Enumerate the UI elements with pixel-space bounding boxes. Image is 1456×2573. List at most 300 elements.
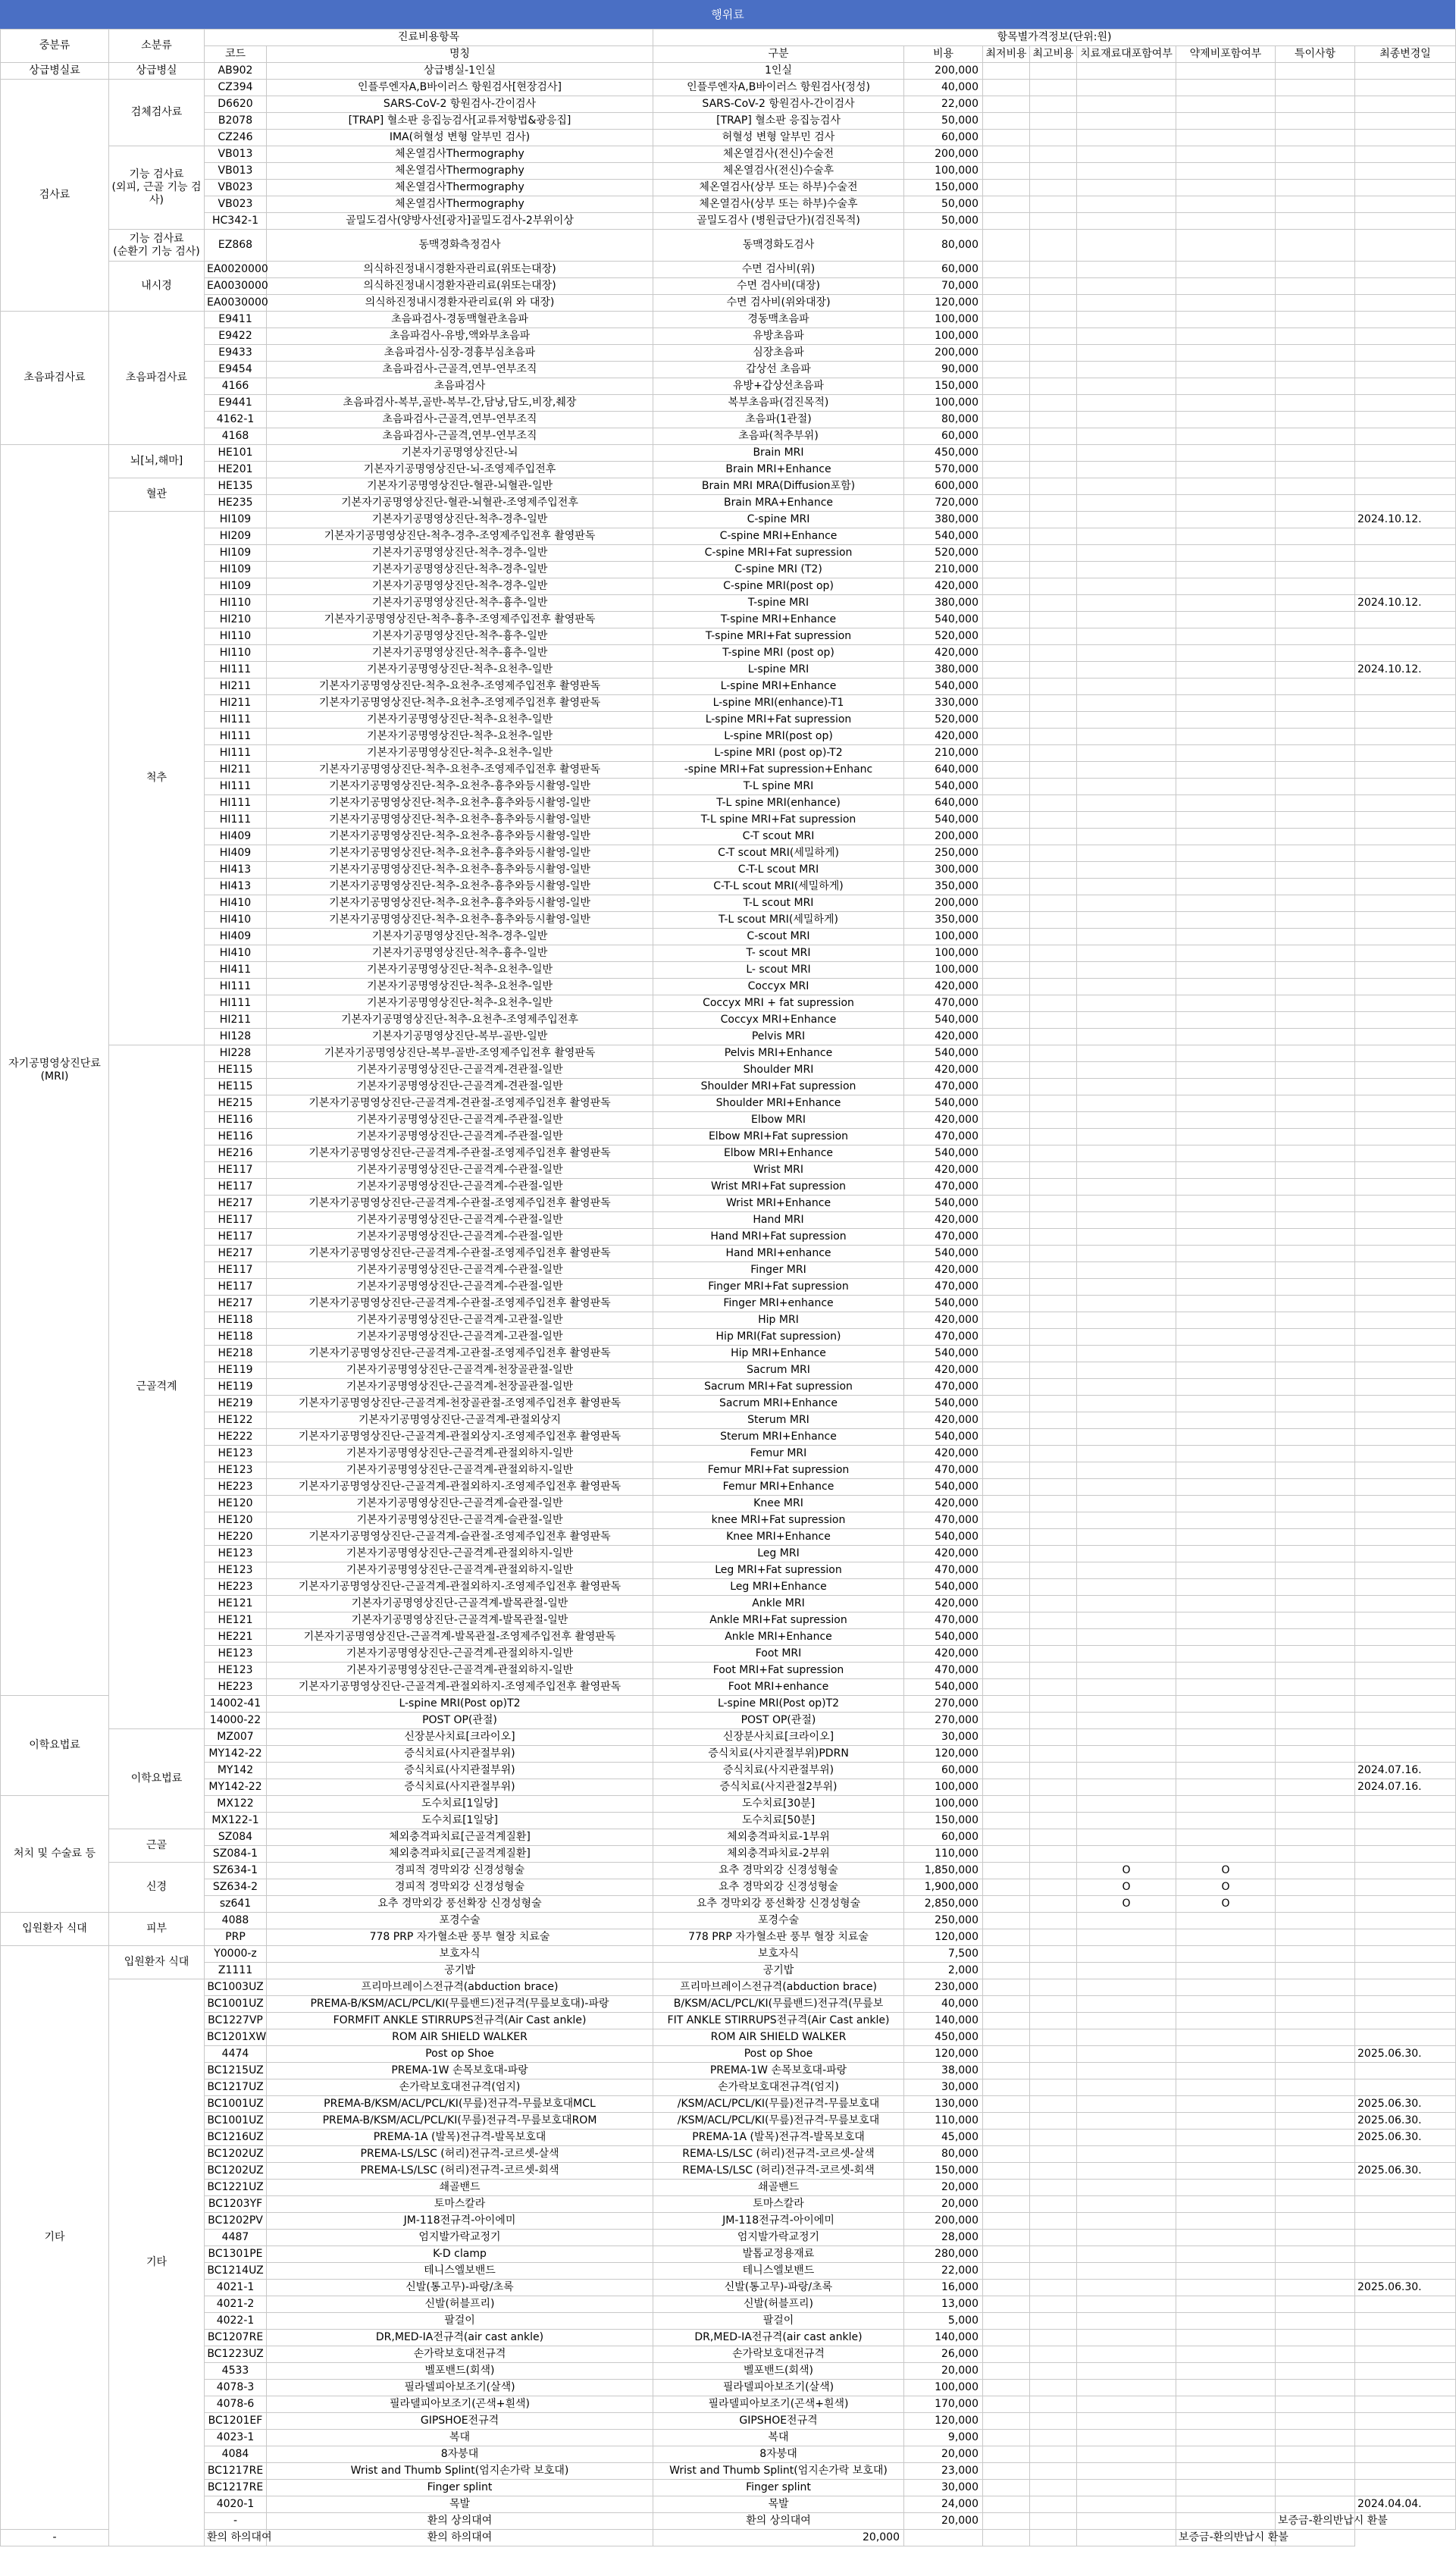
- cell-min-price: [983, 862, 1030, 879]
- cell-max-price: [1030, 695, 1077, 712]
- table-row: [1, 1963, 1456, 1979]
- cell-drug-fee: [1176, 1246, 1276, 1262]
- cell-drug-fee: [1176, 2096, 1276, 2113]
- cell-max-price: [1030, 180, 1077, 196]
- cell-name: 신장분사치료[크라이오]: [267, 1729, 653, 1746]
- cell-min-price: [983, 695, 1030, 712]
- cell-max-price: [1030, 2413, 1077, 2430]
- cell-max-price: [1030, 1646, 1077, 1663]
- table-row: [1, 1212, 1456, 1229]
- cell-max-price: [1030, 1312, 1077, 1329]
- cell-drug-fee: [1176, 679, 1276, 695]
- cell-max-price: [1030, 1112, 1077, 1129]
- cell-category: 목발: [653, 2496, 904, 2513]
- cell-remark: [1276, 2313, 1355, 2330]
- cell-min-price: [983, 1479, 1030, 1496]
- cell-treat-material: [1030, 2530, 1077, 2546]
- minor-category-cell: 기능 검사료 (순환기 기능 검사): [109, 230, 205, 262]
- cell-price: 470,000: [904, 1462, 983, 1479]
- cell-last-changed: [1355, 1446, 1456, 1462]
- cell-remark: [1276, 2079, 1355, 2096]
- cell-code: HE117: [205, 1212, 267, 1229]
- cell-max-price: [1030, 2380, 1077, 2396]
- cell-last-changed: [1355, 1412, 1456, 1429]
- cell-min-price: [983, 262, 1030, 278]
- cell-treat-material: [1077, 612, 1176, 628]
- cell-price: 470,000: [904, 995, 983, 1012]
- cell-last-changed: [1355, 2363, 1456, 2380]
- cell-category: 체외충격파치료-1부위: [653, 1829, 904, 1846]
- cell-name: SARS-CoV-2 항원검사-간이검사: [267, 96, 653, 113]
- cell-price: 450,000: [904, 2029, 983, 2046]
- cell-code: HE123: [205, 1663, 267, 1679]
- cell-drug-fee: [1176, 462, 1276, 478]
- table-row: [1, 295, 1456, 312]
- cell-category: 체온열검사(전신)수술전: [653, 146, 904, 163]
- cell-name: 신발(통고무)-파랑/초록: [267, 2280, 653, 2296]
- cell-drug-fee: [1176, 312, 1276, 328]
- cell-min-price: [983, 495, 1030, 512]
- cell-last-changed: [1355, 979, 1456, 995]
- cell-name: PREMA-LS/LSC (허리)전규격-코르셋-회색: [267, 2163, 653, 2180]
- cell-remark: [1276, 1763, 1355, 1779]
- cell-name: 기본자기공명영상진단-근골격계-천장골관절-일반: [267, 1362, 653, 1379]
- cell-category: 쇄골밴드: [653, 2180, 904, 2196]
- cell-name: [TRAP] 혈소판 응집능검사[교류저항법&광응집]: [267, 113, 653, 130]
- cell-drug-fee: [1176, 2163, 1276, 2180]
- cell-treat-material: [1077, 146, 1176, 163]
- cell-max-price: [1030, 2180, 1077, 2196]
- cell-min-price: [983, 1929, 1030, 1946]
- cell-max-price: [1030, 1462, 1077, 1479]
- cell-treat-material: [1077, 578, 1176, 595]
- cell-remark: [1276, 2446, 1355, 2463]
- table-row: [1, 2296, 1456, 2313]
- cell-max-price: [1030, 1863, 1077, 1879]
- cell-min-price: [983, 1596, 1030, 1612]
- cell-price: 470,000: [904, 1379, 983, 1396]
- cell-max-price: [1030, 2063, 1077, 2079]
- cell-max-price: [1030, 1329, 1077, 1346]
- cell-category: Hip MRI: [653, 1312, 904, 1329]
- cell-remark: [1276, 1246, 1355, 1262]
- cell-drug-fee: [1176, 578, 1276, 595]
- cell-treat-material: [1077, 1446, 1176, 1462]
- cell-last-changed: [1355, 1029, 1456, 1045]
- cell-category: C-T scout MRI: [653, 829, 904, 845]
- cell-drug-fee: [1176, 1846, 1276, 1863]
- table-row: [1, 2146, 1456, 2163]
- cell-last-changed: [1355, 729, 1456, 745]
- cell-code: HE119: [205, 1362, 267, 1379]
- table-row: [1, 1196, 1456, 1212]
- cell-drug-fee: [1176, 1162, 1276, 1179]
- cell-category: 복대: [653, 2430, 904, 2446]
- cell-remark: [1276, 1496, 1355, 1512]
- cell-drug-fee: [1176, 795, 1276, 812]
- cell-drug-fee: [1176, 595, 1276, 612]
- cell-drug-fee: [1176, 1212, 1276, 1229]
- cell-min-price: [983, 2446, 1030, 2463]
- cell-max-price: [1030, 812, 1077, 829]
- cell-drug-fee: [1176, 812, 1276, 829]
- cell-name: 초음파검사-복부,골반-복부-간,담낭,담도,비장,췌장: [267, 395, 653, 412]
- cell-name: 기본자기공명영상진단-척추-경추-일반: [267, 512, 653, 528]
- cell-treat-material: [1077, 1262, 1176, 1279]
- cell-price: 470,000: [904, 1512, 983, 1529]
- cell-category: Sterum MRI+Enhance: [653, 1429, 904, 1446]
- cell-last-changed: [1355, 1296, 1456, 1312]
- cell-remark: [1276, 1896, 1355, 1913]
- cell-name: 기본자기공명영상진단-근골격계-발목관절-일반: [267, 1612, 653, 1629]
- cell-min-price: [983, 1896, 1030, 1913]
- cell-remark: [1276, 1329, 1355, 1346]
- table-row: [1, 2363, 1456, 2380]
- cell-treat-material: [1077, 1246, 1176, 1262]
- cell-remark: [1276, 1529, 1355, 1546]
- cell-min-price: [983, 1496, 1030, 1512]
- cell-last-changed: [1355, 2446, 1456, 2463]
- cell-price: 540,000: [904, 528, 983, 545]
- cell-drug-fee: [1176, 2046, 1276, 2063]
- cell-treat-material: [1077, 962, 1176, 979]
- header-min-price: 최저비용: [983, 46, 1030, 63]
- cell-price: 100,000: [904, 945, 983, 962]
- cell-max-price: [1030, 1012, 1077, 1029]
- table-row: [1, 213, 1456, 230]
- table-row: [1, 2029, 1456, 2046]
- cell-category: C-T-L scout MRI: [653, 862, 904, 879]
- cell-max-price: [1030, 295, 1077, 312]
- table-row: [1, 2313, 1456, 2330]
- cell-price: 80,000: [904, 412, 983, 428]
- major-category-cell: 기타: [1, 1946, 109, 2530]
- cell-price: 1,900,000: [904, 1879, 983, 1896]
- cell-treat-material: [1077, 1496, 1176, 1512]
- cell-remark: [1276, 1663, 1355, 1679]
- cell-min-price: [983, 979, 1030, 995]
- cell-treat-material: [1077, 462, 1176, 478]
- cell-price: 470,000: [904, 1562, 983, 1579]
- cell-max-price: [1030, 1412, 1077, 1429]
- cell-category: Knee MRI+Enhance: [653, 1529, 904, 1546]
- cell-max-price: [1030, 795, 1077, 812]
- cell-code: BC1227VP: [205, 2013, 267, 2029]
- cell-name: 기본자기공명영상진단-혈관-뇌혈관-조영제주입전후: [267, 495, 653, 512]
- table-row: [1, 1379, 1456, 1396]
- cell-remark: [1276, 1779, 1355, 1796]
- cell-last-changed: [1355, 812, 1456, 829]
- cell-category: 도수치료[50분]: [653, 1813, 904, 1829]
- cell-max-price: [1030, 1062, 1077, 1079]
- cell-drug-fee: [1176, 1396, 1276, 1412]
- cell-last-changed: [1355, 1562, 1456, 1579]
- cell-category: 골밀도검사 (병원급단가)(검진목적): [653, 213, 904, 230]
- cell-drug-fee: [1176, 1979, 1276, 1996]
- cell-drug-fee: [1176, 328, 1276, 345]
- cell-treat-material: [1077, 395, 1176, 412]
- cell-min-price: [983, 1279, 1030, 1296]
- cell-treat-material: [1077, 1162, 1176, 1179]
- cell-price: 110,000: [904, 1846, 983, 1863]
- cell-treat-material: [1077, 779, 1176, 795]
- cell-price: 2,850,000: [904, 1896, 983, 1913]
- cell-treat-material: [1077, 1029, 1176, 1045]
- cell-drug-fee: [1176, 1779, 1276, 1796]
- cell-price: 170,000: [904, 2396, 983, 2413]
- cell-last-changed: [1355, 378, 1456, 395]
- cell-remark: [1276, 1079, 1355, 1095]
- cell-remark: [1276, 2480, 1355, 2496]
- cell-last-changed: [1355, 362, 1456, 378]
- cell-price: 470,000: [904, 1612, 983, 1629]
- cell-min-price: [983, 1646, 1030, 1663]
- minor-category-cell: 입원환자 식대: [109, 1946, 205, 1979]
- cell-treat-material: [1077, 1045, 1176, 1062]
- table-row: [1, 1312, 1456, 1329]
- cell-category: Coccyx MRI: [653, 979, 904, 995]
- cell-code: HE221: [205, 1629, 267, 1646]
- cell-max-price: [1030, 712, 1077, 729]
- table-row: [1, 1129, 1456, 1145]
- table-row: [1, 729, 1456, 745]
- cell-code: HI410: [205, 895, 267, 912]
- cell-code: HE118: [205, 1312, 267, 1329]
- cell-price: 100,000: [904, 395, 983, 412]
- cell-category: Hand MRI: [653, 1212, 904, 1229]
- table-row: [1, 2263, 1456, 2280]
- cell-price: 120,000: [904, 1746, 983, 1763]
- cell-treat-material: [1077, 912, 1176, 929]
- table-row: [1, 812, 1456, 829]
- cell-drug-fee: [1176, 1079, 1276, 1095]
- cell-last-changed: [1355, 1396, 1456, 1412]
- cell-price: 60,000: [904, 428, 983, 445]
- cell-drug-fee: [1176, 1346, 1276, 1362]
- cell-name: FORMFIT ANKLE STIRRUPS전규격(Air Cast ankle): [267, 2013, 653, 2029]
- cell-name: 토마스칼라: [267, 2196, 653, 2213]
- cell-code: HI211: [205, 762, 267, 779]
- cell-code: 14000-22: [205, 1713, 267, 1729]
- cell-min-price: [983, 1863, 1030, 1879]
- table-row: [1, 130, 1456, 146]
- cell-min-price: [983, 679, 1030, 695]
- cell-category: Post op Shoe: [653, 2046, 904, 2063]
- cell-price: 330,000: [904, 695, 983, 712]
- table-row: [1, 562, 1456, 578]
- cell-last-changed: [1355, 1596, 1456, 1612]
- cell-code: BC1202PV: [205, 2213, 267, 2230]
- table-row: [1, 512, 1456, 528]
- cell-last-changed: [1355, 1362, 1456, 1379]
- table-row: [1, 695, 1456, 712]
- cell-min-price: [983, 113, 1030, 130]
- cell-name: 증식치료(사지관절부위): [267, 1779, 653, 1796]
- cell-remark: [1276, 1946, 1355, 1963]
- cell-code: HE122: [205, 1412, 267, 1429]
- cell-name: 기본자기공명영상진단-척추-요천추-흉추와등시촬영-일반: [267, 812, 653, 829]
- cell-min-price: [983, 528, 1030, 545]
- table-row: [1, 1612, 1456, 1629]
- cell-remark: [1276, 2130, 1355, 2146]
- cell-last-changed: [1355, 845, 1456, 862]
- cell-category: T-L scout MRI(세밀하게): [653, 912, 904, 929]
- cell-category: Ankle MRI+Fat supression: [653, 1612, 904, 1629]
- cell-last-changed: [1355, 929, 1456, 945]
- cell-last-changed: [1355, 829, 1456, 845]
- cell-min-price: [983, 1012, 1030, 1029]
- cell-price: 540,000: [904, 812, 983, 829]
- cell-remark: [1276, 230, 1355, 262]
- cell-drug-fee: [1176, 1296, 1276, 1312]
- cell-last-changed: [1355, 1879, 1456, 1896]
- cell-min-price: [983, 1396, 1030, 1412]
- cell-name: 체온열검사Thermography: [267, 180, 653, 196]
- cell-remark: [1276, 2363, 1355, 2380]
- table-row: [1, 1079, 1456, 1095]
- cell-min-price: [983, 729, 1030, 745]
- cell-max-price: [1030, 1379, 1077, 1396]
- cell-last-changed: [1355, 1629, 1456, 1646]
- cell-code: HI411: [205, 962, 267, 979]
- cell-category: 체온열검사(전신)수술후: [653, 163, 904, 180]
- cell-name: 기본자기공명영상진단-근골격계-관절외하지-일반: [267, 1462, 653, 1479]
- cell-max-price: [1030, 995, 1077, 1012]
- cell-price: 40,000: [904, 80, 983, 96]
- cell-drug-fee: [1176, 995, 1276, 1012]
- cell-remark: [1276, 795, 1355, 812]
- cell-drug-fee: [1176, 2029, 1276, 2046]
- cell-code: 4021-2: [205, 2296, 267, 2313]
- table-row: [1, 1246, 1456, 1262]
- cell-code: HC342-1: [205, 213, 267, 230]
- cell-code: 4020-1: [205, 2496, 267, 2513]
- table-row: [1, 1045, 1456, 1062]
- cell-category: B/KSM/ACL/PCL/KI(무릎밴드)전규격(무릎보: [653, 1996, 904, 2013]
- cell-price: 270,000: [904, 1696, 983, 1713]
- cell-name: 기본자기공명영상진단-척추-요천추-흉추와등시촬영-일반: [267, 912, 653, 929]
- cell-drug-fee: [1176, 478, 1276, 495]
- cell-remark: [1276, 962, 1355, 979]
- cell-treat-material: [1077, 1379, 1176, 1396]
- minor-category-cell: 혈관: [109, 478, 205, 512]
- table-row: [1, 1796, 1456, 1813]
- cell-category: 보호자식: [653, 1946, 904, 1963]
- cell-last-changed: [1355, 612, 1456, 628]
- cell-max-price: [1030, 2263, 1077, 2280]
- cell-max-price: [1030, 2113, 1077, 2130]
- cell-code: 14002-41: [205, 1696, 267, 1713]
- cell-last-changed: [1355, 2430, 1456, 2446]
- cell-price: 120,000: [904, 1929, 983, 1946]
- cell-max-price: [1030, 378, 1077, 395]
- cell-last-changed: [1355, 679, 1456, 695]
- cell-price: 540,000: [904, 1429, 983, 1446]
- cell-code: SZ634-1: [205, 1863, 267, 1879]
- cell-remark: [1276, 662, 1355, 679]
- cell-code: BC1001UZ: [205, 2113, 267, 2130]
- table-row: [1, 2213, 1456, 2230]
- cell-name: 기본자기공명영상진단-척추-경추-일반: [267, 929, 653, 945]
- cell-max-price: [1030, 1629, 1077, 1646]
- major-category-cell: 입원환자 식대: [1, 1913, 109, 1946]
- cell-name: 기본자기공명영상진단-척추-요천추-일반: [267, 712, 653, 729]
- cell-price: 380,000: [904, 595, 983, 612]
- cell-name: 포경수술: [267, 1913, 653, 1929]
- cell-code: EA0030000: [205, 278, 267, 295]
- cell-remark: [1276, 1846, 1355, 1863]
- cell-max-price: [1030, 1979, 1077, 1996]
- cell-max-price: [1030, 1162, 1077, 1179]
- cell-code: AB902: [205, 63, 267, 80]
- cell-drug-fee: [1176, 1963, 1276, 1979]
- cell-last-changed: [1355, 412, 1456, 428]
- cell-treat-material: [1077, 862, 1176, 879]
- cell-max-price: [1030, 1612, 1077, 1629]
- cell-remark: [1276, 2330, 1355, 2346]
- cell-last-changed: [1355, 1145, 1456, 1162]
- cell-category: Wrist and Thumb Splint(엄지손가락 보호대): [653, 2463, 904, 2480]
- cell-code: HE115: [205, 1062, 267, 1079]
- cell-treat-material: [1077, 2079, 1176, 2096]
- cell-max-price: [1030, 2246, 1077, 2263]
- cell-drug-fee: [1176, 113, 1276, 130]
- cell-last-changed: [1355, 795, 1456, 812]
- cell-name: 체온열검사Thermography: [267, 196, 653, 213]
- header-treat-material: 치료재료대포함여부: [1077, 46, 1176, 63]
- cell-treat-material: [1077, 1729, 1176, 1746]
- cell-category: C-spine MRI(post op): [653, 578, 904, 595]
- cell-name: 기본자기공명영상진단-근골격계-수관절-일반: [267, 1179, 653, 1196]
- cell-category: Coccyx MRI + fat supression: [653, 995, 904, 1012]
- cell-name: 기본자기공명영상진단-근골격계-수관절-일반: [267, 1262, 653, 1279]
- cell-treat-material: [1077, 196, 1176, 213]
- cell-last-changed: [1355, 1262, 1456, 1279]
- cell-name: PREMA-B/KSM/ACL/PCL/KI(무릎밴드)전규격(무릎보호대)-파랑: [267, 1996, 653, 2013]
- cell-name: 기본자기공명영상진단-근골격계-고관절-일반: [267, 1329, 653, 1346]
- cell-treat-material: [1077, 2246, 1176, 2263]
- cell-treat-material: [1077, 495, 1176, 512]
- cell-treat-material: [1077, 2313, 1176, 2330]
- cell-price: 150,000: [904, 2163, 983, 2180]
- cell-price: 270,000: [904, 1713, 983, 1729]
- cell-drug-fee: [1176, 1329, 1276, 1346]
- cell-name: PREMA-1W 손목보호대-파랑: [267, 2063, 653, 2079]
- cell-min-price: [983, 1062, 1030, 1079]
- cell-drug-fee: [1176, 1095, 1276, 1112]
- cell-remark: [1276, 1512, 1355, 1529]
- cell-treat-material: [1077, 2029, 1176, 2046]
- cell-price: 120,000: [904, 295, 983, 312]
- cell-category: T-spine MRI+Enhance: [653, 612, 904, 628]
- cell-max-price: [1030, 1596, 1077, 1612]
- cell-max-price: [1030, 2330, 1077, 2346]
- cell-code: HI110: [205, 595, 267, 612]
- cell-category: 테니스엘보밴드: [653, 2263, 904, 2280]
- table-row: [1, 1813, 1456, 1829]
- cell-min-price: [983, 1045, 1030, 1062]
- cell-code: HI409: [205, 929, 267, 945]
- cell-max-price: [1030, 1196, 1077, 1212]
- cell-code: BC1301PE: [205, 2246, 267, 2263]
- cell-drug-fee: [1176, 180, 1276, 196]
- cell-category: [TRAP] 혈소판 응집능검사: [653, 113, 904, 130]
- cell-code: MY142-22: [205, 1746, 267, 1763]
- cell-last-changed: [1355, 2230, 1456, 2246]
- cell-name: 상급병실-1인실: [267, 63, 653, 80]
- cell-last-changed: [1355, 1612, 1456, 1629]
- cell-drug-fee: [1176, 879, 1276, 895]
